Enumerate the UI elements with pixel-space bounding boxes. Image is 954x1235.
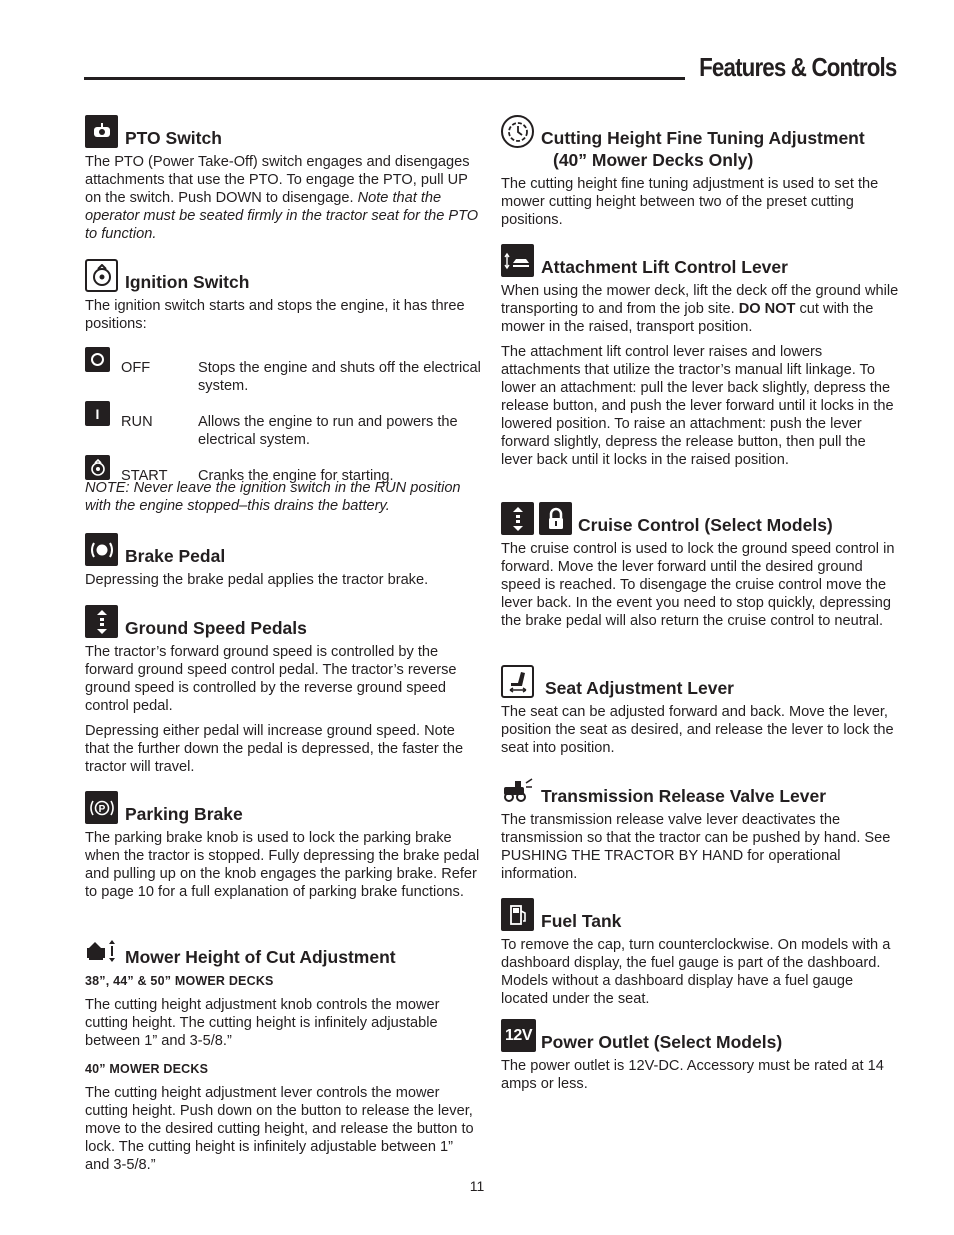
- position-desc: Stops the engine and shuts off the electrical system.: [198, 360, 481, 394]
- ground-speed-body-2: Depressing either pedal will increase ground speed. Note that the further down the pedal is depressed, the faster the tractor will travel.: [85, 723, 464, 775]
- fine-tuning-icon: [501, 115, 534, 148]
- cruise-control-title: Cruise Control (Select Models): [578, 515, 833, 535]
- seat-icon: [501, 665, 534, 698]
- ignition-title: Ignition Switch: [125, 272, 250, 292]
- transmission-release-title: Transmission Release Valve Lever: [541, 786, 827, 806]
- brake-title: Brake Pedal: [125, 546, 226, 566]
- ignition-intro: The ignition switch starts and stops the engine, it has three positions:: [85, 298, 465, 332]
- seat-adjustment-title: Seat Adjustment Lever: [545, 678, 734, 698]
- position-desc: Cranks the engine for starting.: [198, 468, 394, 484]
- mower-height-title: Mower Height of Cut Adjustment: [125, 947, 396, 967]
- header-rule: [84, 77, 685, 80]
- mower-height-icon: [85, 934, 118, 967]
- fuel-tank-body: To remove the cap, turn counterclockwise. On models with a dashboard display, the fuel gauge is part of the dashboard. Models without a dashboard display have a fuel gauge located under the seat.: [501, 937, 891, 1007]
- attachment-lift-body-1: When using the mower deck, lift the deck off the ground while transporting to and from the job site. DO NOT cut with the mower in the raised, transport position.: [501, 283, 899, 335]
- position-name: START: [121, 468, 168, 484]
- transmission-release-body: The transmission release valve lever deactivates the transmission so that the tractor can be pushed by hand. See PUSHING THE TRACTOR BY HAND for operational information.: [501, 812, 891, 882]
- section-fuel-tank: [501, 898, 899, 1008]
- power-outlet-body: The power outlet is 12V-DC. Accessory must be rated at 14 amps or less.: [501, 1058, 884, 1092]
- brake-body: Depressing the brake pedal applies the tractor brake.: [85, 572, 429, 588]
- pto-title: PTO Switch: [125, 128, 222, 148]
- position-desc: Allows the engine to run and powers the electrical system.: [198, 414, 458, 448]
- pto-icon: [85, 115, 118, 148]
- section-pto-switch: [85, 115, 480, 243]
- attachment-lift-title: Attachment Lift Control Lever: [541, 257, 788, 277]
- attachment-lift-icon: [501, 244, 534, 277]
- parking-brake-title: Parking Brake: [125, 804, 243, 824]
- parking-brake-icon: [85, 791, 118, 824]
- position-name: OFF: [121, 360, 151, 376]
- power-outlet-title: Power Outlet (Select Models): [541, 1032, 783, 1052]
- ground-speed-body-1: The tractor’s forward ground speed is controlled by the forward ground speed control pedal. The tractor’s reverse ground speed is controlled by the reverse ground speed control pedal.: [85, 644, 457, 714]
- section-transmission-release: [501, 773, 899, 883]
- ignition-position-start: [85, 455, 480, 484]
- run-icon: I: [85, 401, 110, 426]
- section-fine-tuning: [501, 115, 899, 229]
- page-number: 11: [469, 1178, 485, 1194]
- ignition-note: NOTE: Never leave the ignition switch in the RUN position with the engine stopped–this drains the battery.: [85, 480, 461, 514]
- fine-tuning-body: The cutting height fine tuning adjustment is used to set the mower cutting height between two of the preset cutting positions.: [501, 176, 879, 228]
- cruise-arrow-icon: [501, 502, 534, 535]
- mower-height-body-1: The cutting height adjustment knob controls the mower cutting height. The cutting height is infinitely adjustable between 1” and 3-5/8.”: [85, 997, 440, 1049]
- section-cruise-control: [501, 502, 899, 630]
- brake-icon: [85, 533, 118, 566]
- mower-subhead-2: 40” MOWER DECKS: [85, 1062, 209, 1076]
- fine-tuning-title: Cutting Height Fine Tuning Adjustment (40” Mower Decks Only): [541, 128, 865, 170]
- section-power-outlet: [501, 1019, 899, 1093]
- ignition-position-run: [85, 401, 480, 455]
- ignition-icon: [85, 259, 118, 292]
- cruise-control-body: The cruise control is used to lock the ground speed control in forward. Move the lever forward until the desired ground speed is reached. To disengage the cruise control move the lever back. In the event you need to stop quickly, depressing the brake pedal will also return the cruise control to neutral.: [501, 541, 895, 629]
- section-brake-pedal: [85, 533, 480, 589]
- section-seat-adjustment: [501, 665, 899, 757]
- cruise-lock-icon: [539, 502, 572, 535]
- section-attachment-lift: [501, 244, 899, 469]
- parking-brake-body: The parking brake knob is used to lock the parking brake when the tractor is stopped. Fully depressing the brake pedal and pulling up on the knob engages the parking brake. Refer to page 10 for a full explanation of parking brake functions.: [85, 830, 480, 900]
- attachment-lift-body-2: The attachment lift control lever raises and lowers attachments that utilize the tractor’s manual lift linkage. To lower an attachment: pull the lever back slightly, depress the release button, and push the lever forward until it locks in the lowered position. To raise an attachment: push the lever forward slightly, depress the release button, then pull the lever back until it locks in the raised position.: [501, 344, 894, 468]
- transmission-release-icon: [501, 773, 534, 806]
- section-parking-brake: [85, 791, 480, 901]
- mower-subhead-1: 38”, 44” & 50” MOWER DECKS: [85, 974, 274, 988]
- seat-adjustment-body: The seat can be adjusted forward and back. Move the lever, position the seat as desired, and release the lever to lock the seat into position.: [501, 704, 894, 756]
- ignition-position-off: [85, 347, 480, 401]
- ground-speed-title: Ground Speed Pedals: [125, 618, 307, 638]
- pto-body: The PTO (Power Take-Off) switch engages and disengages attachments that use the PTO. To engage the PTO, pull UP on the switch. Push DOWN to disengage. Note that the operator must be seated firmly in the tractor seat for the PTO to function.: [85, 154, 479, 242]
- start-icon: [85, 455, 110, 480]
- mower-height-body-2: The cutting height adjustment lever controls the mower cutting height. Push down on the button to release the lever, move to the desired cutting height, and release the button to lock. The cutting height is infinitely adjustable between 1” and 3-5/8.”: [85, 1085, 474, 1173]
- page-title: Features & Controls: [698, 52, 896, 82]
- fuel-tank-title: Fuel Tank: [541, 911, 622, 931]
- svg-text:P: P: [98, 803, 105, 815]
- power-outlet-12v-icon: 12V: [501, 1019, 536, 1052]
- ground-speed-icon: [85, 605, 118, 638]
- section-ground-speed-pedals: [85, 605, 480, 776]
- fuel-pump-icon: [501, 898, 534, 931]
- off-icon: [85, 347, 110, 372]
- position-name: RUN: [121, 414, 153, 430]
- section-ignition-switch: [85, 259, 480, 515]
- section-mower-height: [85, 934, 480, 1174]
